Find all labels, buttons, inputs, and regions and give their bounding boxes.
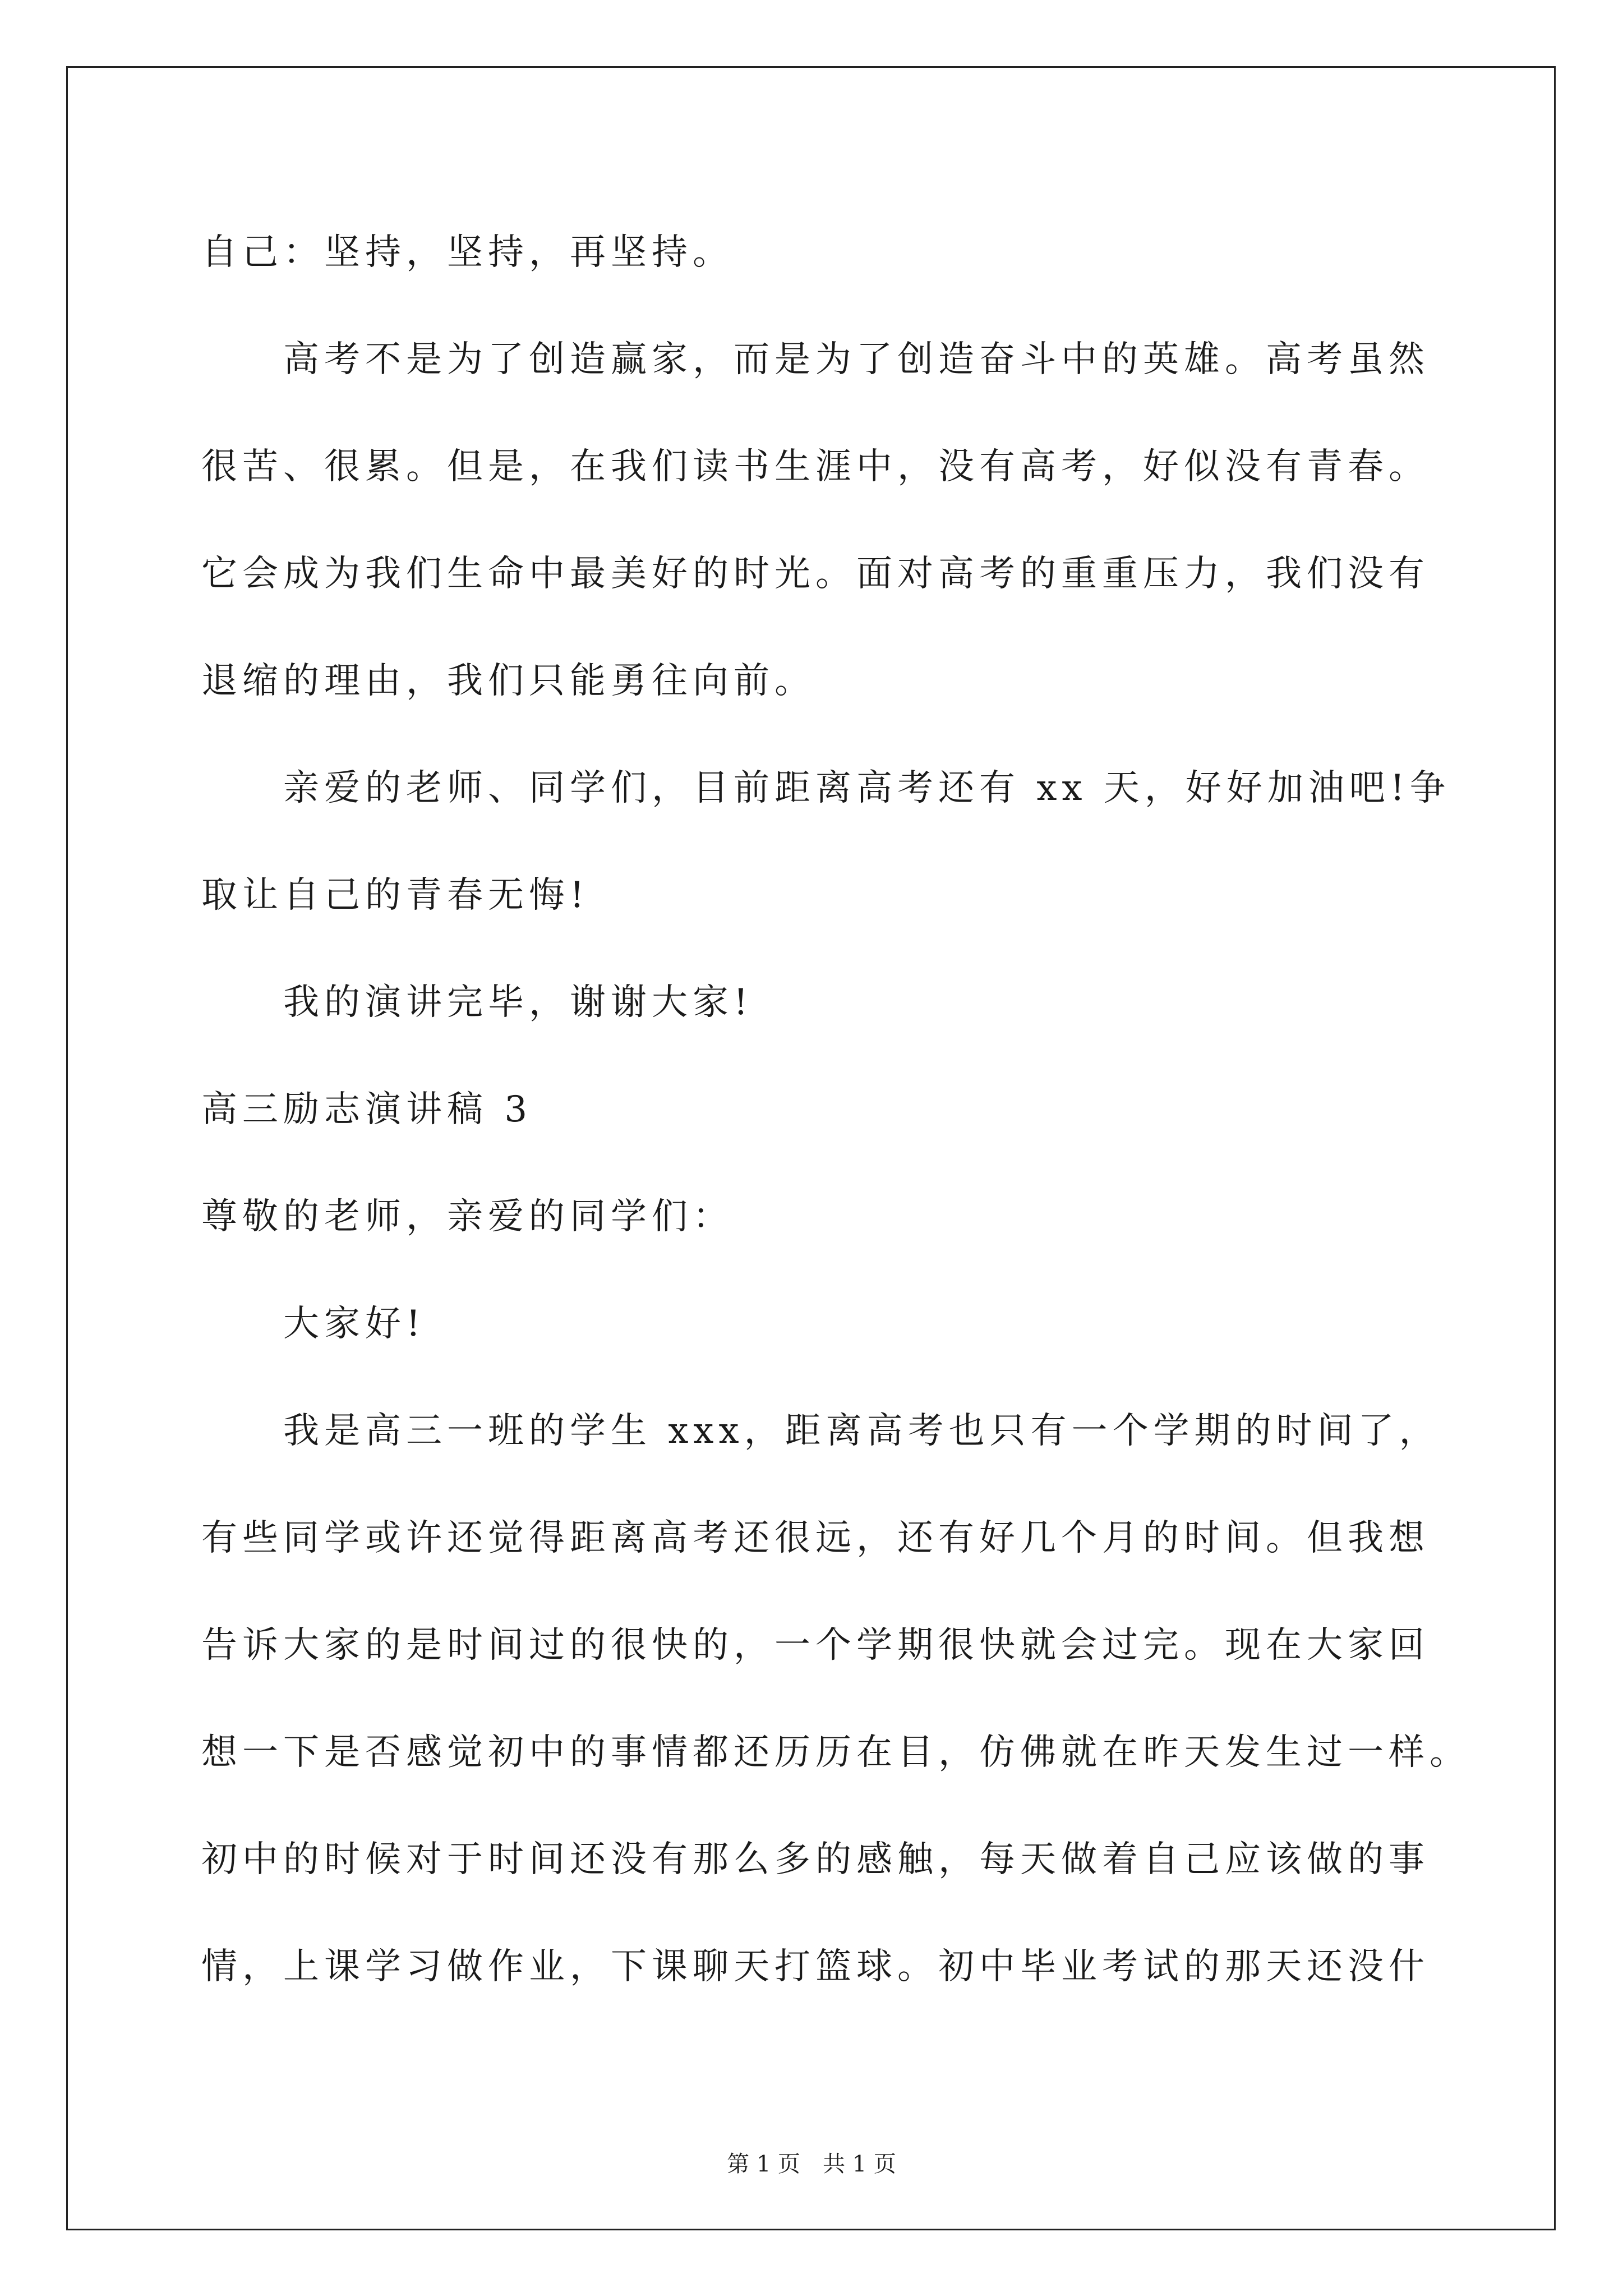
- text-line-13: 有些同学或许还觉得距离高考还很远，还有好几个月的时间。但我想: [201, 1517, 1430, 1559]
- page-number-footer: 第 1 页 共 1 页: [727, 2151, 896, 2177]
- section-heading: 高三励志演讲稿 3: [201, 1089, 533, 1130]
- text-line-16: 初中的时候对于时间还没有那么多的感触，每天做着自己应该做的事: [201, 1839, 1430, 1880]
- text-line-5: 退缩的理由，我们只能勇往向前。: [201, 660, 815, 702]
- text-line-1: 自己：坚持，坚持，再坚持。: [201, 232, 734, 273]
- page-border: [66, 66, 1556, 2230]
- text-line-8: 我的演讲完毕，谢谢大家!: [283, 982, 753, 1023]
- text-line-15: 想一下是否感觉初中的事情都还历历在目，仿佛就在昨天发生过一样。: [201, 1732, 1470, 1773]
- text-line-17: 情，上课学习做作业，下课聊天打篮球。初中毕业考试的那天还没什: [201, 1946, 1430, 1987]
- text-line-3: 很苦、很累。但是，在我们读书生涯中，没有高考，好似没有青春。: [201, 446, 1430, 487]
- text-line-2: 高考不是为了创造赢家，而是为了创造奋斗中的英雄。高考虽然: [283, 339, 1430, 380]
- greeting: 大家好!: [283, 1303, 426, 1345]
- text-line-7: 取让自己的青春无悔!: [201, 875, 589, 916]
- text-line-6: 亲爱的老师、同学们，目前距离高考还有 xx 天，好好加油吧!争: [283, 767, 1451, 809]
- salutation: 尊敬的老师，亲爱的同学们：: [201, 1196, 734, 1237]
- text-line-12: 我是高三一班的学生 xxx，距离高考也只有一个学期的时间了，: [283, 1410, 1440, 1452]
- text-line-14: 告诉大家的是时间过的很快的，一个学期很快就会过完。现在大家回: [201, 1625, 1430, 1666]
- text-line-4: 它会成为我们生命中最美好的时光。面对高考的重重压力，我们没有: [201, 553, 1430, 595]
